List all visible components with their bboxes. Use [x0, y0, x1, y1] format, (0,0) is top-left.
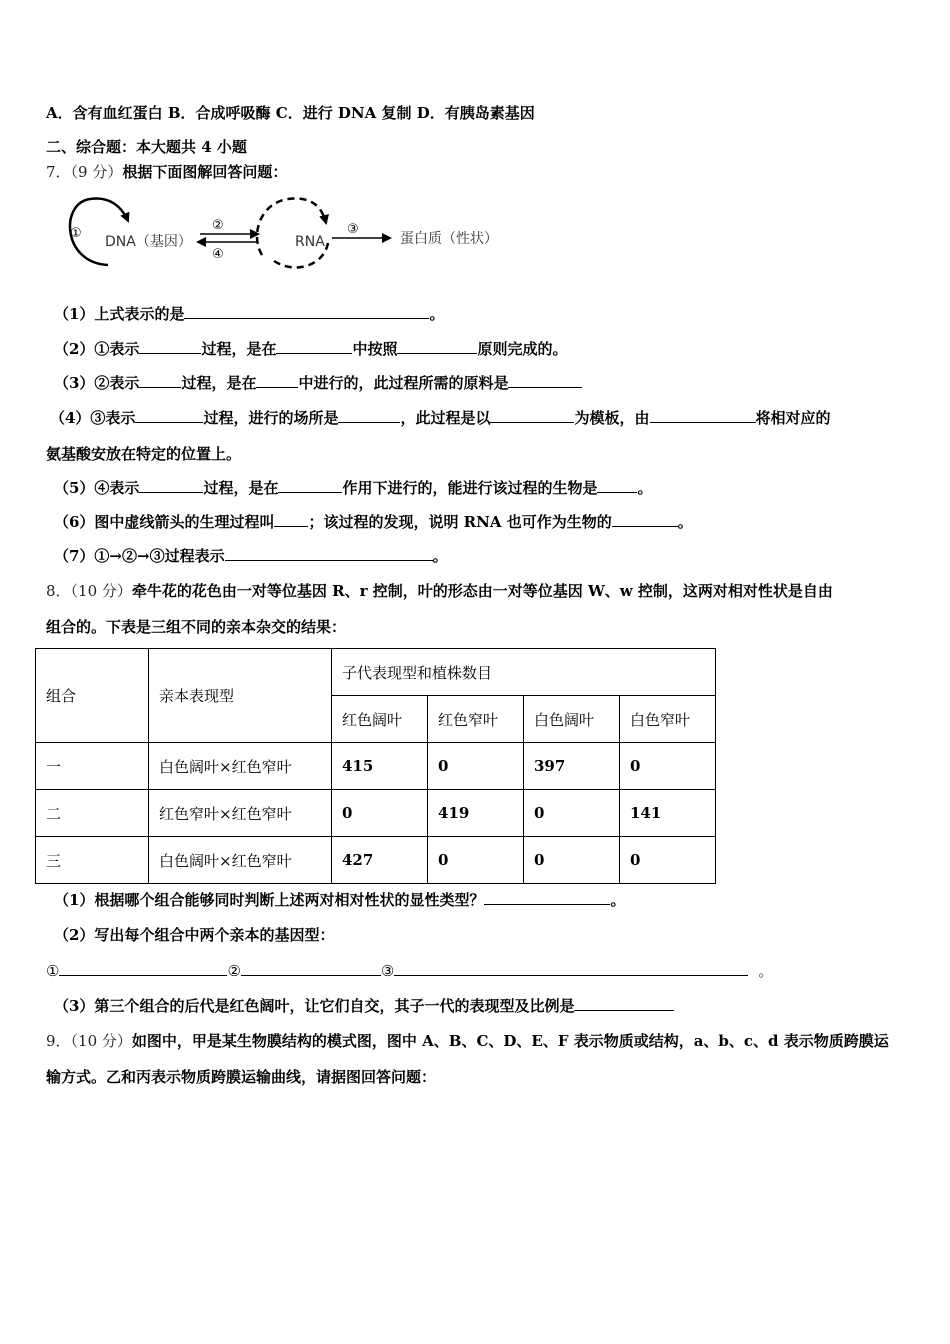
q7-s2-c: 中按照 — [352, 340, 398, 358]
q7-s4-b: 过程，进行的场所是 — [203, 409, 339, 427]
count-cell: 0 — [620, 837, 716, 884]
section-title — [46, 137, 247, 157]
q7-sub-7 — [54, 546, 448, 566]
q8-sub-3 — [54, 996, 674, 1016]
q7-sub-4 — [50, 408, 831, 428]
q7-s5-a: （5）④表示 — [54, 479, 140, 497]
count-cell: 141 — [620, 790, 716, 837]
q7-s5-b: 过程，是在 — [203, 479, 279, 497]
count-cell: 0 — [332, 790, 428, 837]
q7-s2-a: （2）①表示 — [54, 340, 140, 358]
q7-stem-text: 根据下面图解回答问题： — [122, 163, 288, 181]
answer-blank[interactable] — [394, 961, 748, 976]
q7-s3-b: 过程，是在 — [181, 374, 257, 392]
count-cell: 0 — [428, 743, 524, 790]
answer-blank[interactable] — [597, 478, 637, 493]
subheader-cell: 红色窄叶 — [428, 696, 524, 743]
count-cell: 427 — [332, 837, 428, 884]
answer-blank[interactable] — [225, 546, 433, 561]
q8-score: （10 分） — [70, 582, 132, 600]
rna-label: RNA — [295, 234, 325, 250]
group-cell: 一 — [36, 743, 149, 790]
q9-score: （10 分） — [70, 1032, 132, 1050]
count-cell: 0 — [428, 837, 524, 884]
subheader-cell: 白色阔叶 — [524, 696, 620, 743]
header-offspring: 子代表现型和植株数目 — [332, 649, 716, 696]
answer-blank[interactable] — [338, 408, 400, 423]
header-parent-phenotype: 亲本表现型 — [149, 649, 332, 743]
q8-stem-line-2: 组合的。下表是三组不同的亲本杂交的结果： — [46, 618, 347, 636]
marker-3: ③ — [380, 962, 395, 980]
answer-blank[interactable] — [256, 373, 298, 388]
q8-sub-1 — [54, 890, 625, 910]
q7-sub-4-cont: 氨基酸安放在特定的位置上。 — [46, 445, 242, 463]
dna-label: DNA（基因） — [105, 234, 192, 250]
q7-sub-1 — [54, 304, 444, 324]
q8-stem-text-1: 牵牛花的花色由一对等位基因 R、r 控制，叶的形态由一对等位基因 W、w 控制，这两对相对性状是自由 — [131, 582, 833, 600]
table-header-row — [36, 649, 716, 696]
answer-blank[interactable] — [484, 890, 610, 905]
q9-number: 9． — [46, 1032, 71, 1050]
q7-sub-5 — [54, 478, 653, 498]
q7-sub-2 — [54, 339, 568, 359]
answer-blank[interactable] — [490, 408, 574, 423]
q7-score: （9 分） — [70, 163, 123, 181]
q8-s3-text: （3）第三个组合的后代是红色阔叶，让它们自交，其子一代的表现型及比例是 — [54, 997, 575, 1015]
q9-stem-line-2: 输方式。乙和丙表示物质跨膜运输曲线，请据图回答问题： — [46, 1068, 437, 1086]
q8-stem-line-1 — [46, 581, 833, 601]
answer-blank[interactable] — [139, 478, 203, 493]
answer-options: A．含有血红蛋白 B．合成呼吸酶 C．进行 DNA 复制 D．有胰岛素基因 — [46, 104, 535, 122]
q7-sub-3 — [54, 373, 582, 393]
q7-number: 7． — [46, 163, 71, 181]
table-row — [36, 743, 716, 790]
q8-number: 8． — [46, 582, 71, 600]
table-row — [36, 790, 716, 837]
q7-s6-a: （6）图中虚线箭头的生理过程叫 — [54, 513, 275, 531]
parents-cell: 红色窄叶×红色窄叶 — [149, 790, 332, 837]
central-dogma-diagram — [60, 195, 530, 275]
q9-stem-text-1: 如图中，甲是某生物膜结构的模式图，图中 A、B、C、D、E、F 表示物质或结构，a、b、c、d 表示物质跨膜运 — [131, 1032, 889, 1050]
answer-blank[interactable] — [241, 961, 381, 976]
subheader-cell: 红色阔叶 — [332, 696, 428, 743]
group-cell: 二 — [36, 790, 149, 837]
q7-stem — [46, 162, 287, 182]
q7-s7-b: 。 — [432, 547, 448, 565]
label-3: ③ — [347, 222, 359, 237]
marker-1: ① — [46, 962, 60, 980]
cross-results-table — [35, 648, 716, 884]
q7-s3-c: 中进行的，此过程所需的原料是 — [298, 374, 509, 392]
line-end: 。 — [758, 962, 774, 980]
section-title-text: 二、综合题：本大题共 4 小题 — [46, 138, 247, 156]
answer-blank[interactable] — [278, 478, 342, 493]
group-cell: 三 — [36, 837, 149, 884]
parents-cell: 白色阔叶×红色窄叶 — [149, 837, 332, 884]
count-cell: 415 — [332, 743, 428, 790]
q8-s1-b: 。 — [610, 891, 626, 909]
subheader-cell: 白色窄叶 — [620, 696, 716, 743]
answer-blank[interactable] — [397, 339, 477, 354]
parents-cell: 白色阔叶×红色窄叶 — [149, 743, 332, 790]
marker-2: ② — [227, 962, 241, 980]
answer-blank[interactable] — [139, 373, 181, 388]
label-1: ① — [70, 226, 82, 241]
q7-s6-b: ；该过程的发现，说明 RNA 也可作为生物的 — [308, 513, 612, 531]
count-cell: 397 — [524, 743, 620, 790]
answer-blank[interactable] — [135, 408, 203, 423]
answer-blank[interactable] — [650, 408, 756, 423]
count-cell: 419 — [428, 790, 524, 837]
q7-s4-a: （4）③表示 — [50, 409, 136, 427]
q7-s5-c: 作用下进行的，能进行该过程的生物是 — [342, 479, 598, 497]
q7-s2-d: 原则完成的。 — [477, 340, 568, 358]
table-row — [36, 837, 716, 884]
answer-blank[interactable] — [139, 339, 201, 354]
protein-label: 蛋白质（性状） — [400, 231, 498, 247]
q7-s3-a: （3）②表示 — [54, 374, 140, 392]
q7-s4-c: ，此过程是以 — [400, 409, 491, 427]
answer-blank[interactable] — [59, 961, 227, 976]
label-4: ④ — [212, 247, 224, 262]
answer-blank[interactable] — [276, 339, 352, 354]
label-2: ② — [212, 218, 224, 233]
q7-s1-a: （1）上式表示的是 — [54, 305, 185, 323]
q8-s1-a: （1）根据哪个组合能够同时判断上述两对相对性状的显性类型？ — [54, 891, 485, 909]
answer-blank[interactable] — [184, 304, 429, 319]
count-cell: 0 — [524, 790, 620, 837]
q7-s5-d: 。 — [637, 479, 653, 497]
q7-sub-6 — [54, 512, 693, 532]
header-group: 组合 — [36, 649, 149, 743]
answer-blank[interactable] — [274, 512, 308, 527]
answer-blank[interactable] — [508, 373, 582, 388]
q7-s4-d: 为模板，由 — [574, 409, 650, 427]
q7-s1-b: 。 — [429, 305, 445, 323]
q7-s4-e: 将相对应的 — [755, 409, 831, 427]
q7-s7-a: （7）①→②→③过程表示 — [54, 547, 225, 565]
q9-stem-line-1 — [46, 1031, 889, 1051]
q8-sub-2: （2）写出每个组合中两个亲本的基因型： — [54, 926, 335, 944]
q7-s2-b: 过程，是在 — [201, 340, 277, 358]
count-cell: 0 — [620, 743, 716, 790]
count-cell: 0 — [524, 837, 620, 884]
answer-blank[interactable] — [612, 512, 678, 527]
answer-blank[interactable] — [574, 996, 674, 1011]
q8-genotype-line — [46, 961, 773, 981]
q7-s6-c: 。 — [677, 513, 693, 531]
